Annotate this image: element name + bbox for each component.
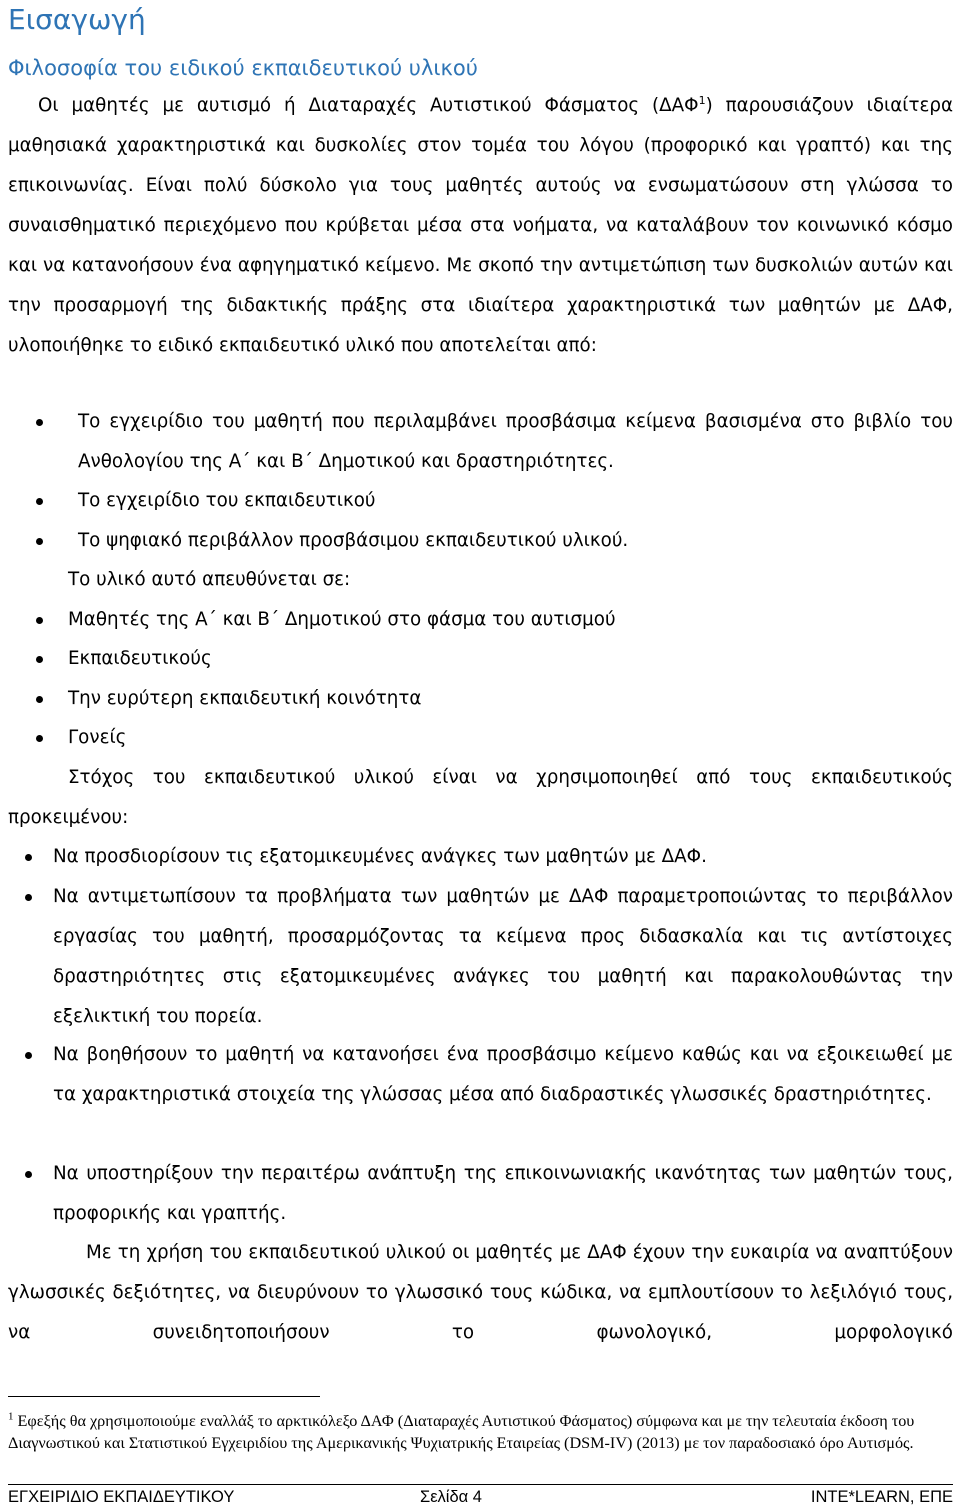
bullet-icon (25, 1171, 32, 1178)
footnote-text: Εφεξής θα χρησιμοποιούμε εναλλάξ το αρκτικόλεξο ΔΑΦ (Διαταραχές Αυτιστικού Φάσματος) σύμφωνα και με την τελευταία έκδοση του Διαγνωστικού και Στατιστικού Εγχειριδίου της Αμερικανικής Ψυχιατρικής Εταιρείας (DSM-IV) (2013) με τον παραδοσιακό όρο Αυτισμός. (8, 1412, 915, 1452)
goal-item-comprehension: Να βοηθήσουν το μαθητή να κατανοήσει ένα προσβάσιμο κείμενο καθώς και να εξοικειωθεί με τα χαρακτηριστικά στοιχεία της γλώσσας μέσα από διαδραστικές γλωσσικές δραστηριότητες. (53, 1044, 953, 1105)
footer-document-title: ΕΓΧΕΙΡΙΔΙΟ ΕΚΠΑΙΔΕΥΤΙΚΟΥ (8, 1488, 235, 1506)
component-item-digital-environment: Το ψηφιακό περιβάλλον προσβάσιμου εκπαιδευτικού υλικού. (78, 530, 629, 551)
goal-item-problems: Να αντιμετωπίσουν τα προβλήματα των μαθητών με ΔΑΦ παραμετροποιώντας το περιβάλλον εργασίας του μαθητή, προσαρμόζοντας τα κείμενα προς διδασκαλία και τις αντίστοιχες δραστηριότητες στις εξατομικευμένες ανάγκες του μαθητή και παρακολουθώντας την εξελικτική του πορεία. (53, 886, 953, 1027)
bullet-icon (36, 656, 43, 663)
goal-item-communication: Να υποστηρίξουν την περαιτέρω ανάπτυξη της επικοινωνιακής ικανότητας των μαθητών τους, προφορικής και γραπτής. (53, 1163, 953, 1224)
audience-item-teachers: Εκπαιδευτικούς (68, 648, 212, 669)
bullet-icon (36, 617, 43, 624)
page-title: Εισαγωγή (8, 3, 146, 36)
footer-separator (8, 1484, 953, 1485)
audience-item-students: Μαθητές της Α΄ και Β΄ Δημοτικού στο φάσμα του αυτισμού (68, 609, 616, 630)
intro-text-end: ) παρουσιάζουν ιδιαίτερα μαθησιακά χαρακτηριστικά και δυσκολίες στον τομέα του λόγου (προφορικό και γραπτό) και της επικοινωνίας. Είναι πολύ δύσκολο για τους μαθητές αυτούς να ενσωματώσουν στη γλώσσα το συναισθηματικό περιεχόμενο που κρύβεται μέσα στα νοήματα, να καταλάβουν τον κοινωνικό κόσμο και να κατανοήσουν ένα αφηγηματικό κείμενο. Με σκοπό την αντιμετώπιση των δυσκολιών αυτών και την προσαρμογή της διδακτικής πράξης στα ιδιαίτερα χαρακτηριστικά των μαθητών με ΔΑΦ, υλοποιήθηκε το ειδικό εκπαιδευτικό υλικό που αποτελείται από: (8, 95, 953, 356)
footnote-separator (8, 1396, 320, 1397)
page-footer (8, 1486, 953, 1508)
footnote-marker: 1 (8, 1410, 14, 1423)
component-item-student-handbook: Το εγχειρίδιο του μαθητή που περιλαμβάνει προσβάσιμα κείμενα βασισμένα στο βιβλίο του Ανθολογίου της Α΄ και Β΄ Δημοτικού και δραστηριότητες. (78, 411, 953, 472)
footer-company: INTE*LEARN, ΕΠΕ (810, 1488, 953, 1506)
goal-item-needs: Να προσδιορίσουν τις εξατομικευμένες ανάγκες των μαθητών με ΔΑΦ. (53, 846, 707, 867)
audience-item-parents: Γονείς (68, 727, 127, 748)
bullet-icon (36, 696, 43, 703)
bullet-icon (36, 419, 43, 426)
bullet-icon (36, 538, 43, 545)
footnote-reference[interactable]: 1 (698, 93, 706, 107)
footnote (8, 1410, 953, 1454)
intro-paragraph (8, 86, 953, 366)
intro-text-start: Οι μαθητές με αυτισμό ή Διαταραχές Αυτιστικού Φάσματος (ΔΑΦ (38, 95, 699, 116)
footer-page-number: Σελίδα 4 (420, 1488, 482, 1506)
component-item-teacher-handbook: Το εγχειρίδιο του εκπαιδευτικού (78, 490, 376, 511)
bullet-icon (36, 498, 43, 505)
bullet-icon (36, 735, 43, 742)
bullet-icon (25, 854, 32, 861)
section-subtitle: Φιλοσοφία του ειδικού εκπαιδευτικού υλικού (8, 56, 478, 80)
audience-intro: Το υλικό αυτό απευθύνεται σε: (68, 569, 351, 590)
audience-item-community: Την ευρύτερη εκπαιδευτική κοινότητα (68, 688, 422, 709)
bullet-icon (25, 894, 32, 901)
goal-intro: Στόχος του εκπαιδευτικού υλικού είναι να χρησιμοποιηθεί από τους εκπαιδευτικούς προκειμένου: (8, 767, 953, 828)
closing-paragraph: Με τη χρήση του εκπαιδευτικού υλικού οι μαθητές με ΔΑΦ έχουν την ευκαιρία να αναπτύξουν γλωσσικές δεξιότητες, να διευρύνουν το γλωσσικό τους κώδικα, να εμπλουτίσουν το λεξιλόγιό τους, να συνειδητοποιήσουν το φωνολογικό, μορφολογικό (8, 1242, 953, 1343)
bullet-icon (25, 1052, 32, 1059)
